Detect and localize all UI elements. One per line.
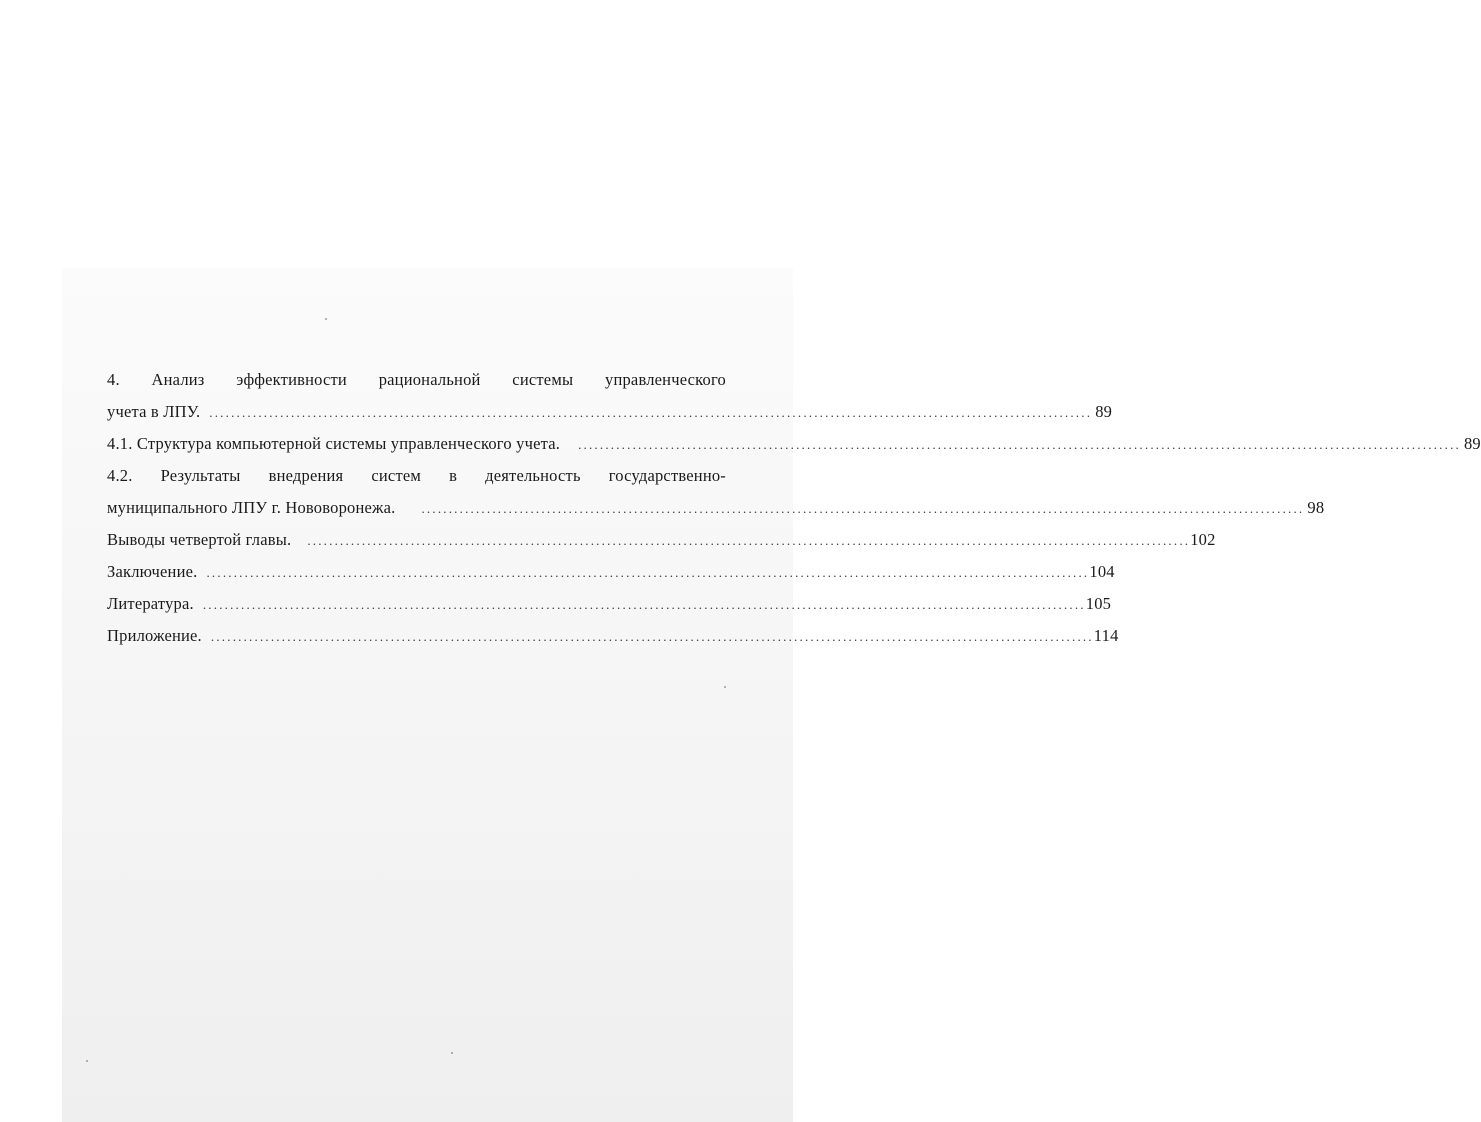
toc-entry-4-2-heading	[107, 460, 726, 492]
toc-entry-label: Заключение.	[107, 562, 198, 581]
toc-page-number: 89	[1095, 402, 1113, 421]
toc-entry-label: Приложение.	[107, 626, 202, 645]
toc-entry-4-2-continuation	[107, 492, 1325, 524]
toc-entry-label: Выводы четвертой главы.	[107, 530, 292, 549]
toc-page-number: 89	[1463, 434, 1481, 453]
toc-leader-dots: ..................................................................................................................................................................	[307, 533, 1191, 548]
toc-entry-4-1	[107, 428, 1481, 460]
toc-entry-label: Литература.	[107, 594, 194, 613]
toc-page-number: 98	[1307, 498, 1325, 517]
toc-leader-dots: ..................................................................................................................................................................	[578, 437, 1461, 452]
toc-page-number: 114	[1093, 626, 1119, 645]
toc-page-number: 104	[1089, 562, 1115, 581]
toc-entry-literature	[107, 588, 1112, 620]
scan-speck	[724, 686, 726, 688]
toc-leader-dots: ..................................................................................................................................................................	[421, 501, 1305, 516]
toc-page-number: 105	[1085, 594, 1112, 613]
toc-entry-4-heading	[107, 364, 726, 396]
scan-speck	[325, 318, 327, 320]
toc-leader-dots: ..................................................................................................................................................................	[206, 565, 1090, 580]
toc-page-number: 102	[1190, 530, 1216, 549]
toc-entry-label: 4.1. Структура компьютерной системы управленческого учета.	[107, 434, 561, 453]
table-of-contents	[107, 364, 1481, 652]
toc-entry-appendix	[107, 620, 1119, 652]
toc-entry-label: 4. Анализ эффективности рациональной системы управленческого	[107, 370, 726, 389]
toc-entry-conclusions-ch4	[107, 524, 1216, 556]
toc-leader-dots: ..................................................................................................................................................................	[202, 597, 1086, 612]
toc-leader-dots: ..................................................................................................................................................................	[209, 405, 1093, 420]
toc-leader-dots: ..................................................................................................................................................................	[210, 629, 1094, 644]
toc-entry-label: муниципального ЛПУ г. Нововоронежа.	[107, 498, 396, 517]
toc-entry-label: 4.2. Результаты внедрения систем в деятельность государственно-	[107, 466, 726, 485]
toc-entry-conclusion	[107, 556, 1115, 588]
scan-speck	[451, 1052, 453, 1054]
scan-speck	[86, 1060, 88, 1062]
toc-entry-4-continuation	[107, 396, 1113, 428]
toc-entry-label: учета в ЛПУ.	[107, 402, 201, 421]
